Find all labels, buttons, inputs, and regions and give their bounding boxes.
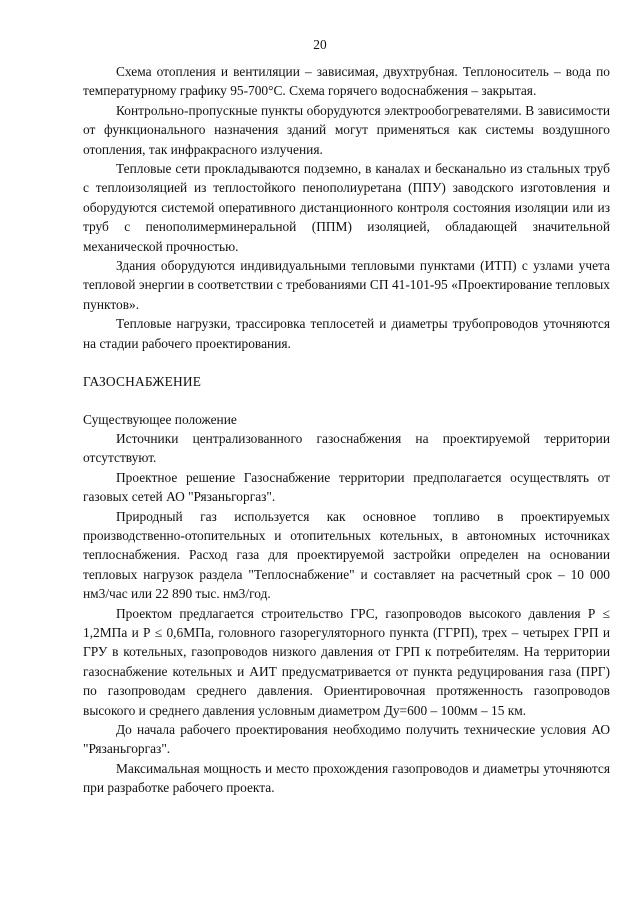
paragraph-heat-loads: Тепловые нагрузки, трассировка теплосетей и диаметры трубопроводов уточняются на стадии рабочего проектирования. bbox=[83, 316, 610, 351]
paragraph-tech-conditions: До начала рабочего проектирования необходимо получить технические условия АО "Рязаньгоргаз". bbox=[83, 722, 610, 757]
page-number: 20 bbox=[313, 37, 327, 52]
paragraph-project-solution: Проектное решение Газоснабжение территории предполагается осуществлять от газовых сетей АО "Рязаньгоргаз". bbox=[83, 469, 610, 505]
paragraph-construction: Проектом предлагается строительство ГРС, газопроводов высокого давления Р ≤ 1,2МПа и Р ≤ 0,6МПа, головного газорегуляторного пункта (ГГРП), трех – четырех ГРП и ГРУ в котельных, газопроводов низкого давления от ГРП к потребителям. На территории газоснабжение котельных и АИТ предусматривается от пункта редуцирования газа (ПРГ) по газопроводам среднего давления. Ориентировочная протяженность газопроводов высокого и среднего давления условным диаметром Ду=600 – 100мм – 15 км. bbox=[83, 605, 610, 718]
paragraph-max-capacity: Максимальная мощность и место прохождения газопроводов и диаметры уточняются при разработке рабочего проекта. bbox=[83, 760, 610, 796]
paragraph-heat-points: Здания оборудуются индивидуальными тепловыми пунктами (ИТП) с узлами учета тепловой энергии в соответствии с требованиями СП 41-101-95 «Проектирование тепловых пунктов». bbox=[83, 258, 610, 312]
section-heading-gas-supply: ГАЗОСНАБЖЕНИЕ bbox=[83, 374, 202, 390]
paragraph-heating-scheme: Схема отопления и вентиляции – зависимая, двухтрубная. Теплоноситель – вода по температурному графику 95-700°С. Схема горячего водоснабжения – закрытая. bbox=[83, 64, 610, 99]
paragraph-gas-sources: Источники централизованного газоснабжения на проектируемой территории отсутствуют. bbox=[83, 430, 610, 466]
paragraph-heat-networks: Тепловые сети прокладываются подземно, в каналах и бесканально из стальных труб с теплоизоляцией из теплостойкого пенополиуретана (ППУ) заводского изготовления и оборудуются системой оперативного дистанционного контроля состояния изоляции или из труб с пенополимерминеральной (ППМ) изоляцией, обладающей значительной механической прочностью. bbox=[83, 161, 610, 254]
paragraph-natural-gas: Природный газ используется как основное топливо в проектируемых производственно-отопительных и отопительных котельных, в автономных источниках теплоснабжения. Расход газа для проектируемой застройки определен на основании тепловых нагрузок раздела "Теплоснабжение" и составляет на расчетный срок – 10 000 нм3/час или 22 890 тыс. нм3/год. bbox=[83, 508, 610, 602]
paragraph-checkpoints: Контрольно-пропускные пункты оборудуются электрообогревателями. В зависимости от функционального назначения зданий могут применяться как системы воздушного отопления, так инфракрасного излучения. bbox=[83, 102, 610, 157]
subsection-heading-current-state: Существующее положение bbox=[83, 411, 237, 427]
document-body bbox=[83, 62, 610, 798]
